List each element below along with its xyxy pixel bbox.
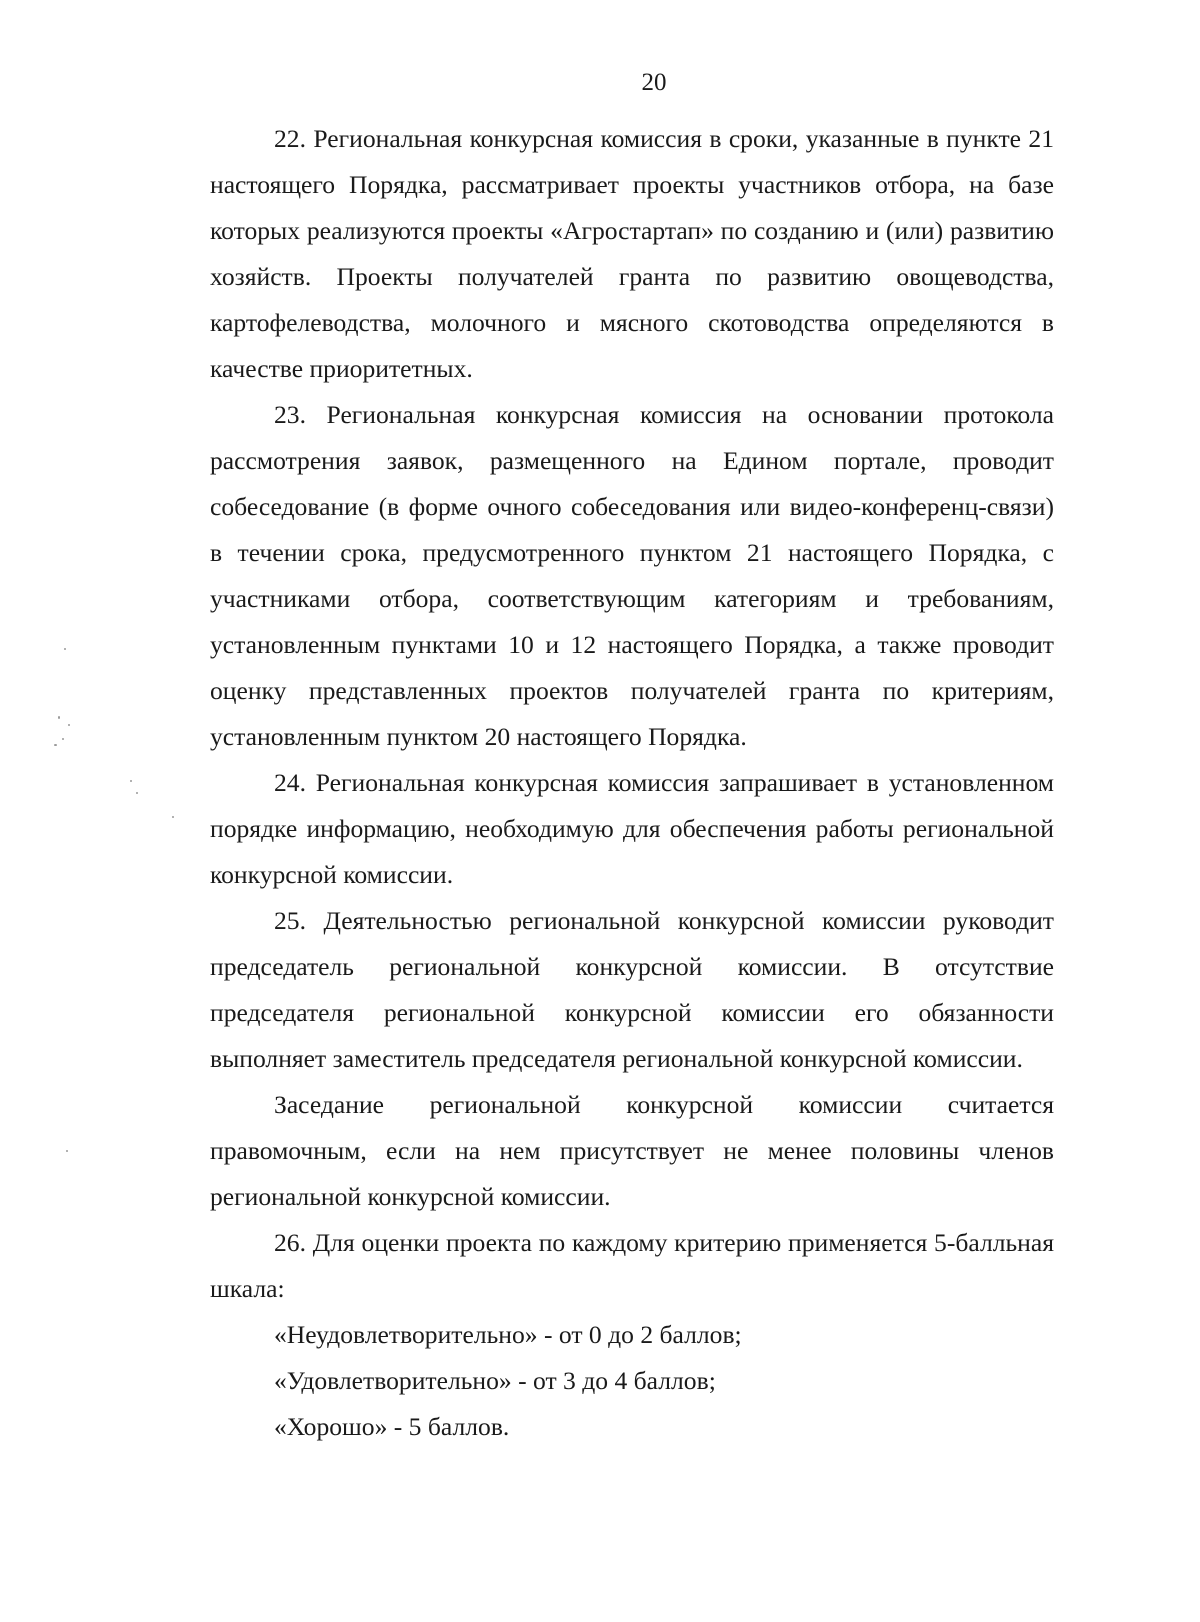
document-body <box>210 116 1054 1450</box>
scan-speck <box>68 724 70 726</box>
paragraph-26: 26. Для оценки проекта по каждому критерию применяется 5-балльная шкала: <box>210 1228 1054 1303</box>
paragraph-24: 24. Региональная конкурсная комиссия запрашивает в установленном порядке информацию, необходимую для обеспечения работы региональной конкурсной комиссии. <box>210 768 1054 889</box>
scan-speck <box>64 648 66 650</box>
paragraph-22: 22. Региональная конкурсная комиссия в сроки, указанные в пункте 21 настоящего Порядка, рассматривает проекты участников отбора, на базе которых реализуются проекты «Агростартап» по созданию и (или) развитию хозяйств. Проекты получателей гранта по развитию овощеводства, картофелеводства, молочного и мясного скотоводства определяются в качестве приоритетных. <box>210 124 1054 383</box>
scan-speck <box>130 780 132 782</box>
scan-edge-specks <box>40 620 180 1160</box>
scale-item-unsatisfactory: «Неудовлетворительно» - от 0 до 2 баллов; <box>274 1320 742 1349</box>
scan-speck <box>136 792 138 794</box>
scan-speck <box>62 738 64 740</box>
scan-speck <box>58 716 60 719</box>
paragraph-23: 23. Региональная конкурсная комиссия на основании протокола рассмотрения заявок, размещенного на Едином портале, проводит собеседование (в форме очного собеседования или видео-конференц-связи) в течении срока, предусмотренного пунктом 21 настоящего Порядка, с участниками отбора, соответствующим категориям и требованиям, установленным пунктами 10 и 12 настоящего Порядка, а также проводит оценку представленных проектов получателей гранта по критериям, установленным пунктом 20 настоящего Порядка. <box>210 400 1054 751</box>
scale-item-good: «Хорошо» - 5 баллов. <box>274 1412 510 1441</box>
scan-speck <box>54 744 57 746</box>
scale-item-satisfactory: «Удовлетворительно» - от 3 до 4 баллов; <box>274 1366 716 1395</box>
scan-speck <box>66 1150 68 1152</box>
paragraph-25: 25. Деятельностью региональной конкурсной комиссии руководит председатель региональной конкурсной комиссии. В отсутствие председателя региональной конкурсной комиссии его обязанности выполняет заместитель председателя региональной конкурсной комиссии. <box>210 906 1054 1073</box>
scan-speck <box>172 816 174 818</box>
page-number: 20 <box>641 69 667 96</box>
paragraph-quorum: Заседание региональной конкурсной комиссии считается правомочным, если на нем присутствует не менее половины членов региональной конкурсной комиссии. <box>210 1090 1054 1211</box>
